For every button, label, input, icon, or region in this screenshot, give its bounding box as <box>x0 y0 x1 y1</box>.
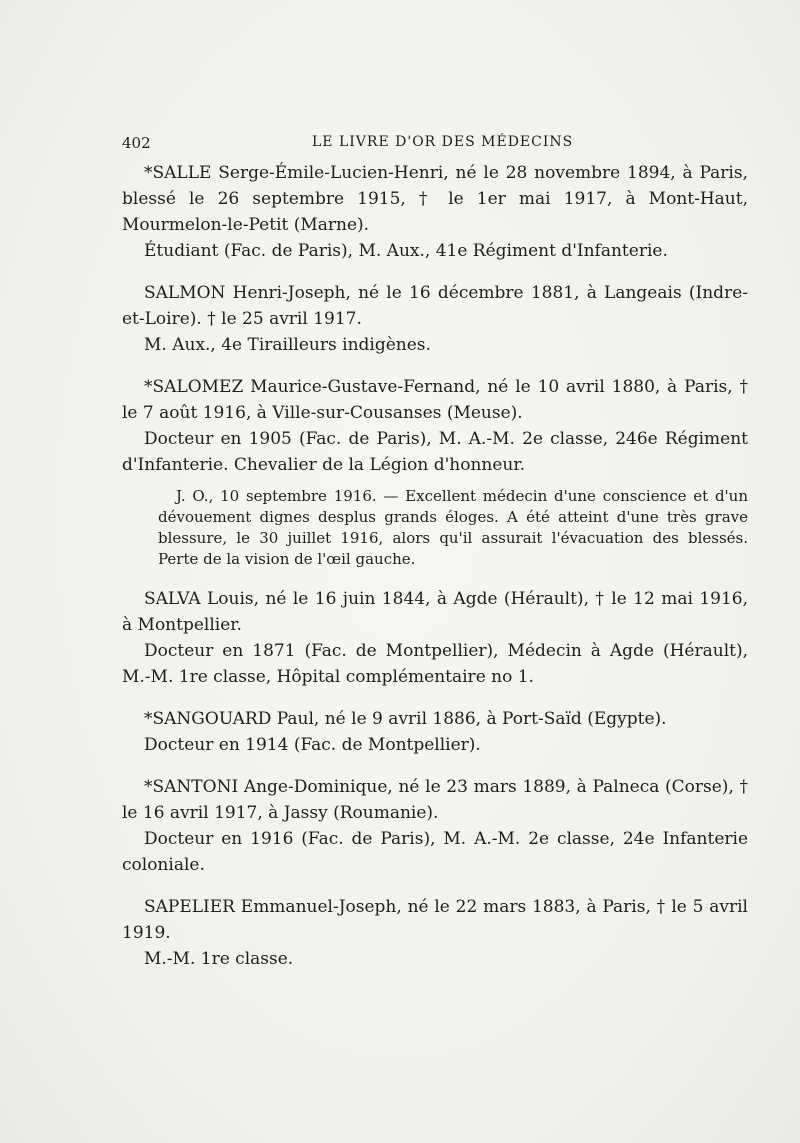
entry-head: *SALLE Serge-Émile-Lucien-Henri, né le 28 novembre 1894, à Paris, blessé le 26 septembre 1915, † le 1er mai 1917, à Mont-Haut, Mourmelon-le-Petit (Marne). <box>122 163 748 235</box>
entry-citation: J. O., 10 septembre 1916. — Excellent médecin d'une conscience et d'un dévouement dignes desplus grands éloges. A été atteint d'une très grave blessure, le 30 juillet 1916, alors qu'il assurait l'évacuation des blessés. Perte de la vision de l'œil gauche. <box>158 487 748 568</box>
entry-salomez <box>122 374 748 570</box>
entry-detail: Docteur en 1916 (Fac. de Paris), M. A.-M. 2e classe, 24e Infanterie coloniale. <box>122 829 748 875</box>
running-title: LE LIVRE D'OR DES MÉDECINS <box>312 134 574 150</box>
entries-list <box>122 160 748 988</box>
entry-head: *SANTONI Ange-Dominique, né le 23 mars 1889, à Palneca (Corse), † le 16 avril 1917, à Jassy (Roumanie). <box>122 777 748 823</box>
entry-detail: M. Aux., 4e Tirailleurs indigènes. <box>144 335 431 355</box>
entry-sapelier <box>122 894 748 972</box>
entry-head: SAPELIER Emmanuel-Joseph, né le 22 mars 1883, à Paris, † le 5 avril 1919. <box>122 897 748 943</box>
entry-detail: Docteur en 1871 (Fac. de Montpellier), Médecin à Agde (Hérault), M.-M. 1re classe, Hôpital complémentaire no 1. <box>122 641 748 687</box>
entry-salmon <box>122 280 748 358</box>
entry-head: *SANGOUARD Paul, né le 9 avril 1886, à Port-Saïd (Egypte). <box>144 709 667 729</box>
entry-salva <box>122 586 748 690</box>
entry-detail: Docteur en 1914 (Fac. de Montpellier). <box>144 735 481 755</box>
entry-head: SALMON Henri-Joseph, né le 16 décembre 1881, à Langeais (Indre-et-Loire). † le 25 avril 1917. <box>122 283 748 329</box>
entry-sangouard <box>122 706 748 758</box>
entry-detail: M.-M. 1re classe. <box>144 949 294 969</box>
entry-detail: Étudiant (Fac. de Paris), M. Aux., 41e Régiment d'Infanterie. <box>144 241 668 261</box>
entry-detail: Docteur en 1905 (Fac. de Paris), M. A.-M. 2e classe, 246e Régiment d'Infanterie. Chevalier de la Légion d'honneur. <box>122 429 748 475</box>
entry-head: SALVA Louis, né le 16 juin 1844, à Agde (Hérault), † le 12 mai 1916, à Montpellier. <box>122 589 748 635</box>
entry-salle <box>122 160 748 264</box>
page-header <box>122 132 748 156</box>
entry-santoni <box>122 774 748 878</box>
entry-head: *SALOMEZ Maurice-Gustave-Fernand, né le 10 avril 1880, à Paris, † le 7 août 1916, à Ville-sur-Cousanses (Meuse). <box>122 377 748 423</box>
page-number: 402 <box>122 134 151 152</box>
